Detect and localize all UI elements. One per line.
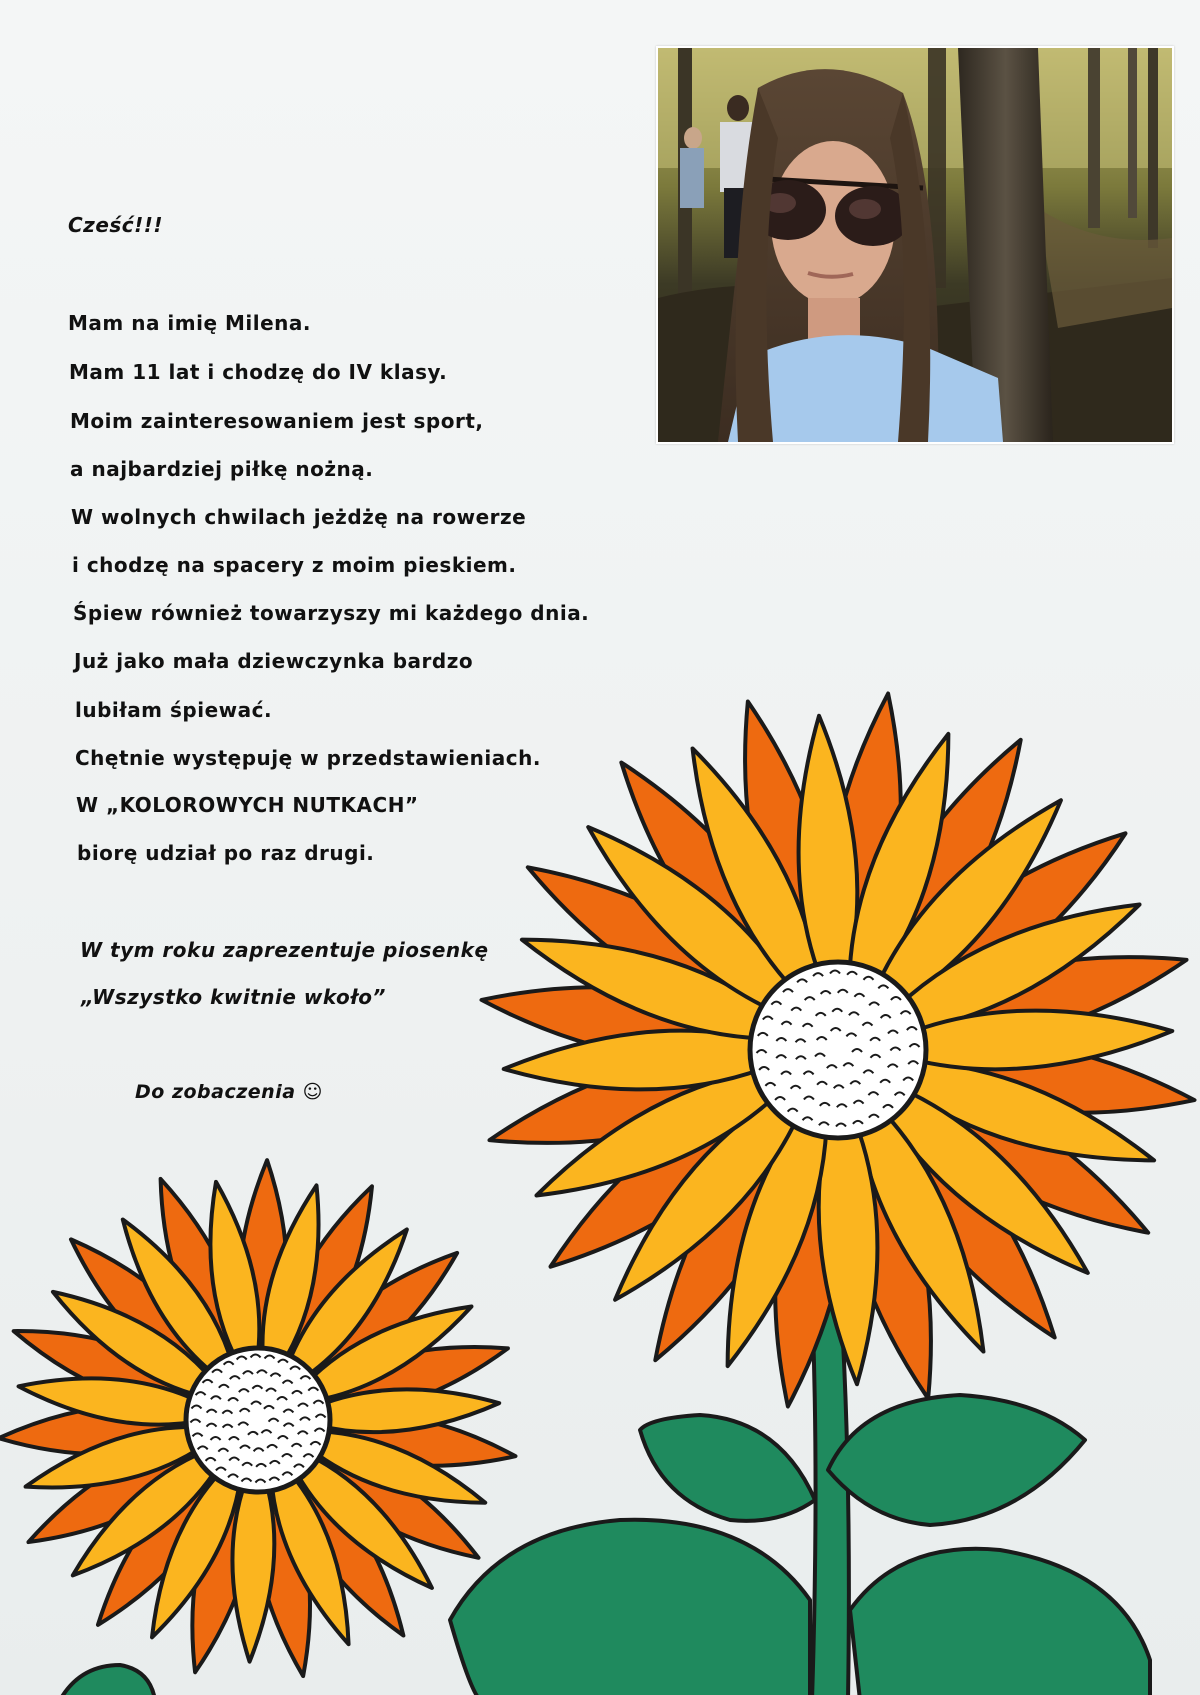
song-title: „Wszystko kwitnie wkoło” <box>81 985 386 1009</box>
letter-line: Moim zainteresowaniem jest sport, <box>70 409 484 433</box>
petal <box>908 1011 1173 1070</box>
letter-line: Mam na imię Milena. <box>68 311 311 335</box>
greeting: Cześć!!! <box>68 213 164 237</box>
letter-line: biorę udział po raz drugi. <box>77 841 375 865</box>
large-sunflower <box>482 694 1195 1407</box>
leaf <box>450 1520 810 1695</box>
petal <box>799 716 858 981</box>
leaf <box>640 1415 815 1521</box>
letter-line: i chodzę na spacery z moim pieskiem. <box>72 553 517 577</box>
petal <box>232 1477 274 1661</box>
song-intro: W tym roku zaprezentuje piosenkę <box>80 938 489 962</box>
letter-line: W „KOLOROWYCH NUTKACH” <box>76 793 419 817</box>
letter-line: a najbardziej piłkę nożną. <box>70 457 374 481</box>
letter-line: Śpiew również towarzyszy mi każdego dnia. <box>73 601 590 625</box>
leaf <box>828 1395 1085 1525</box>
petal <box>315 1389 499 1432</box>
leaf <box>850 1549 1150 1695</box>
petal <box>504 1031 769 1090</box>
small-sunflower <box>0 1160 515 1676</box>
letter-line: W wolnych chwilach jeżdżę na rowerze <box>71 505 527 529</box>
letter-line: Mam 11 lat i chodzę do IV klasy. <box>69 360 448 384</box>
leaf <box>60 1665 155 1695</box>
letter-line: Już jako mała dziewczynka bardzo <box>74 649 474 673</box>
letter-line: lubiłam śpiewać. <box>75 698 273 722</box>
closing: Do zobaczenia ☺ <box>135 1081 323 1103</box>
letter-line: Chętnie występuję w przedstawieniach. <box>75 746 541 770</box>
